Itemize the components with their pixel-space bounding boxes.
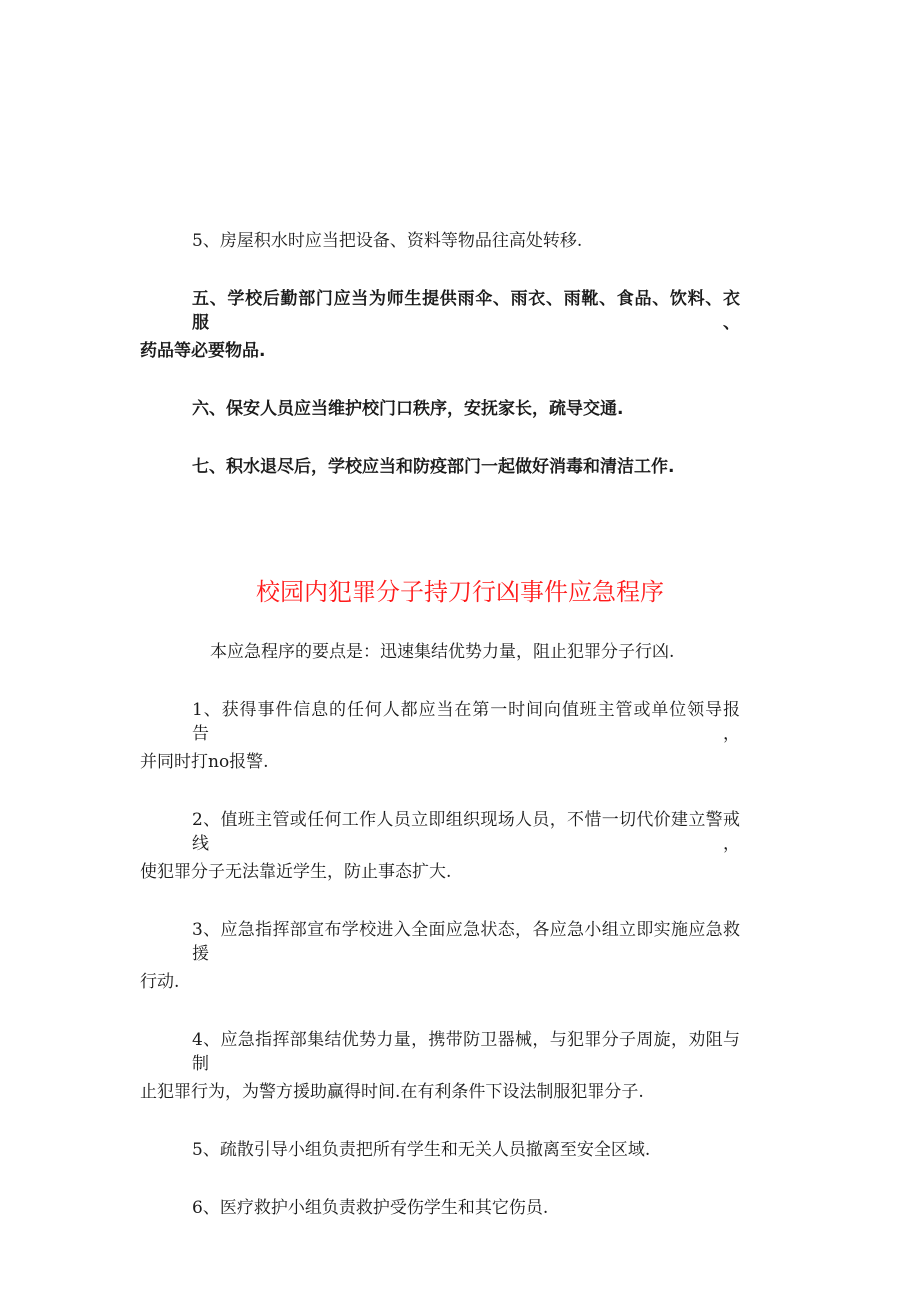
paragraph-item-5-relocate: 5、房屋积水时应当把设备、资料等物品往高处转移. bbox=[192, 231, 583, 251]
paragraph-5-logistics-line-1: 五、学校后勤部门应当为师生提供雨伞、雨衣、雨靴、食品、饮料、衣服、 bbox=[192, 289, 740, 333]
step-3-line-1: 3、应急指挥部宣布学校进入全面应急状态，各应急小组立即实施应急救援 bbox=[192, 920, 740, 964]
step-2-line-2: 使犯罪分子无法靠近学生，防止事态扩大. bbox=[140, 862, 452, 882]
step-6: 6、医疗救护小组负责救护受伤学生和其它伤员. bbox=[192, 1198, 549, 1218]
intro-paragraph: 本应急程序的要点是：迅速集结优势力量，阻止犯罪分子行凶. bbox=[210, 642, 675, 662]
paragraph-6-security: 六、保安人员应当维护校门口秩序，安抚家长，疏导交通. bbox=[192, 399, 624, 419]
step-2-line-1: 2、值班主管或任何工作人员立即组织现场人员，不惜一切代价建立警戒线， bbox=[192, 810, 740, 854]
step-1-line-2: 并同时打no报警. bbox=[140, 752, 269, 772]
paragraph-5-logistics-line-2: 药品等必要物品. bbox=[140, 341, 266, 361]
step-1-line-1: 1、获得事件信息的任何人都应当在第一时间向值班主管或单位领导报告， bbox=[192, 700, 740, 744]
step-3-line-2: 行动. bbox=[140, 972, 180, 992]
step-4-line-2: 止犯罪行为，为警方援助赢得时间.在有利条件下设法制服犯罪分子. bbox=[140, 1082, 644, 1102]
step-4-line-1: 4、应急指挥部集结优势力量，携带防卫器械，与犯罪分子周旋，劝阻与制 bbox=[192, 1030, 740, 1074]
section-title: 校园内犯罪分子持刀行凶事件应急程序 bbox=[256, 578, 664, 606]
step-5: 5、疏散引导小组负责把所有学生和无关人员撤离至安全区域. bbox=[192, 1140, 651, 1160]
paragraph-7-cleanup: 七、积水退尽后，学校应当和防疫部门一起做好消毒和清洁工作. bbox=[192, 457, 675, 477]
